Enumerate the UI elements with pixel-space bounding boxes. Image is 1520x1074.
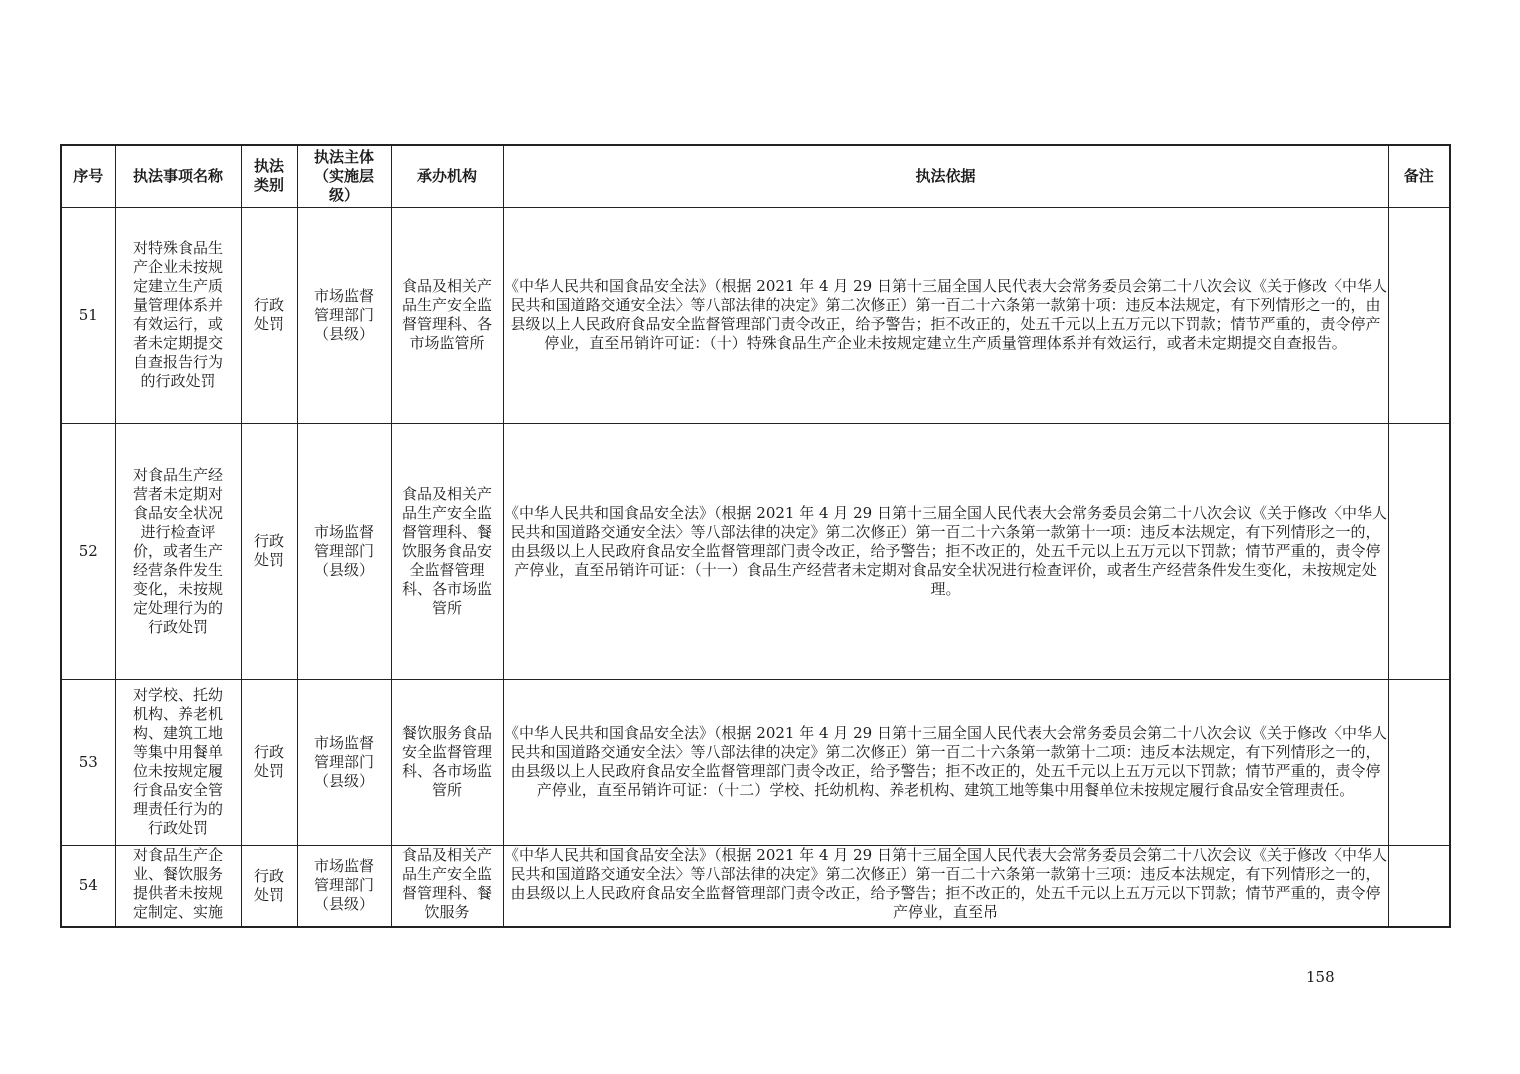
row-seq: 54 <box>61 845 115 927</box>
row-item-name: 对特殊食品生产企业未按规定建立生产质量管理体系并有效运行，或者未定期提交自查报告行为的行政处罚 <box>115 207 241 423</box>
row-remark <box>1388 423 1450 679</box>
header-seq: 序号 <box>61 145 115 207</box>
table-row <box>61 207 1450 423</box>
row-category: 行政处罚 <box>241 845 297 927</box>
row-item-name-text: 对食品生产企业、餐饮服务提供者未按规定制定、实施 <box>132 845 223 921</box>
row-remark <box>1388 207 1450 423</box>
row-category: 行政处罚 <box>241 679 297 845</box>
row-seq: 53 <box>61 679 115 845</box>
row-basis: 《中华人民共和国食品安全法》（根据 2021 年 4 月 29 日第十三届全国人民代表大会常务委员会第二十八次会议《关于修改〈中华人民共和国道路交通安全法〉等八部法律的决定》第二次修正）第一百二十六条第一款第十一项：违反本法规定，有下列情形之一的，由县级以上人民政府食品安全监督管理部门责令改正，给予警告；拒不改正的，处五千元以上五万元以下罚款；情节严重的，责令停产停业，直至吊销许可证：（十一）食品生产经营者未定期对食品安全状况进行检查评价，或者生产经营条件发生变化，未按规定处理。 <box>503 423 1388 679</box>
header-remark: 备注 <box>1388 145 1450 207</box>
row-basis: 《中华人民共和国食品安全法》（根据 2021 年 4 月 29 日第十三届全国人民代表大会常务委员会第二十八次会议《关于修改〈中华人民共和国道路交通安全法〉等八部法律的决定》第二次修正）第一百二十六条第一款第十项：违反本法规定，有下列情形之一的，由县级以上人民政府食品安全监督管理部门责令改正，给予警告；拒不改正的，处五千元以上五万元以下罚款；情节严重的，责令停产停业，直至吊销许可证：（十）特殊食品生产企业未按规定建立生产质量管理体系并有效运行，或者未定期提交自查报告。 <box>503 207 1388 423</box>
row-agency: 食品及相关产品生产安全监督管理科、餐饮服务食品安全监督管理科、各市场监管所 <box>391 423 503 679</box>
header-item: 执法事项名称 <box>115 145 241 207</box>
header-category: 执法类别 <box>241 145 297 207</box>
row-remark <box>1388 679 1450 845</box>
header-agency: 承办机构 <box>391 145 503 207</box>
row-subject: 市场监督管理部门（县级） <box>297 679 391 845</box>
row-category: 行政处罚 <box>241 207 297 423</box>
row-seq: 52 <box>61 423 115 679</box>
row-category: 行政处罚 <box>241 423 297 679</box>
row-basis <box>503 845 1388 927</box>
header-basis: 执法依据 <box>503 145 1388 207</box>
row-subject: 市场监督管理部门（县级） <box>297 207 391 423</box>
row-agency: 餐饮服务食品安全监督管理科、各市场监管所 <box>391 679 503 845</box>
row-agency-text: 食品及相关产品生产安全监督管理科、餐饮服务 <box>401 845 492 921</box>
row-item-name: 对学校、托幼机构、养老机构、建筑工地等集中用餐单位未按规定履行食品安全管理责任行为的行政处罚 <box>115 679 241 845</box>
header-subject: 执法主体（实施层级） <box>297 145 391 207</box>
enforcement-table <box>60 144 1451 928</box>
row-basis-text: 《中华人民共和国食品安全法》（根据 2021 年 4 月 29 日第十三届全国人民代表大会常务委员会第二十八次会议《关于修改〈中华人民共和国道路交通安全法〉等八部法律的决定》第二次修正）第一百二十六条第一款第十三项：违反本法规定，有下列情形之一的，由县级以上人民政府食品安全监督管理部门责令改正，给予警告；拒不改正的，处五千元以上五万元以下罚款；情节严重的，责令停产停业，直至吊 <box>504 845 1387 921</box>
row-agency: 食品及相关产品生产安全监督管理科、各市场监管所 <box>391 207 503 423</box>
header-row <box>61 145 1450 207</box>
table-row <box>61 845 1450 927</box>
row-remark <box>1388 845 1450 927</box>
row-item-name: 对食品生产经营者未定期对食品安全状况进行检查评价，或者生产经营条件发生变化，未按规定处理行为的行政处罚 <box>115 423 241 679</box>
row-seq: 51 <box>61 207 115 423</box>
page-number: 158 <box>1306 968 1335 986</box>
row-subject: 市场监督管理部门（县级） <box>297 423 391 679</box>
row-agency <box>391 845 503 927</box>
row-basis: 《中华人民共和国食品安全法》（根据 2021 年 4 月 29 日第十三届全国人民代表大会常务委员会第二十八次会议《关于修改〈中华人民共和国道路交通安全法〉等八部法律的决定》第二次修正）第一百二十六条第一款第十二项：违反本法规定，有下列情形之一的，由县级以上人民政府食品安全监督管理部门责令改正，给予警告；拒不改正的，处五千元以上五万元以下罚款；情节严重的，责令停产停业，直至吊销许可证：（十二）学校、托幼机构、养老机构、建筑工地等集中用餐单位未按规定履行食品安全管理责任。 <box>503 679 1388 845</box>
row-subject: 市场监督管理部门（县级） <box>297 845 391 927</box>
row-item-name <box>115 845 241 927</box>
table-row <box>61 423 1450 679</box>
table-row <box>61 679 1450 845</box>
